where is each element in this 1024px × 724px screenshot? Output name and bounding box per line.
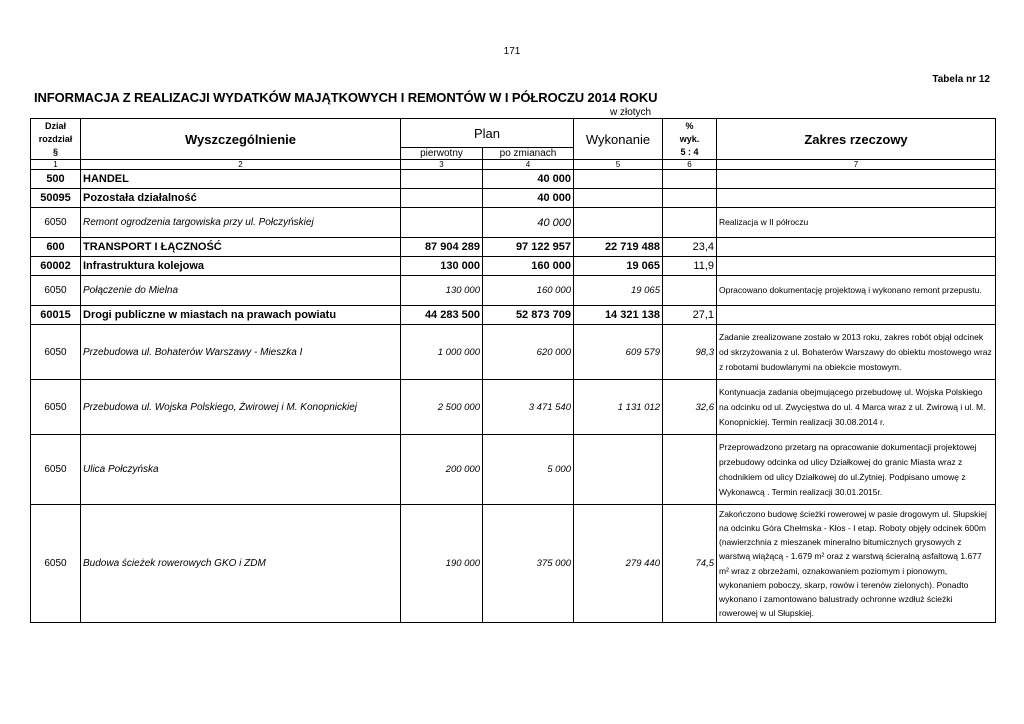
col-number: 1: [31, 160, 81, 170]
row-plan-initial: 2 500 000: [401, 380, 483, 435]
header-zakres: Zakres rzeczowy: [717, 119, 996, 160]
row-code: 6050: [31, 505, 81, 623]
row-desc: [717, 257, 996, 276]
row-execution: [574, 208, 663, 238]
row-name: Przebudowa ul. Bohaterów Warszawy - Mieszka I: [81, 325, 401, 380]
unit-label: w złotych: [610, 107, 652, 118]
row-desc: Zadanie zrealizowane zostało w 2013 roku, zakres robót objął odcinek od skrzyżowania z ul. Bohaterów Warszawy do obiektu mostowego wraz z robotami budowlanymi na obiekcie mostowym.: [717, 325, 996, 380]
row-execution: 1 131 012: [574, 380, 663, 435]
row-code: 60015: [31, 306, 81, 325]
row-pct: 11,9: [663, 257, 717, 276]
row-code: 6050: [31, 208, 81, 238]
row-plan-changed: 160 000: [483, 257, 574, 276]
table-row: [31, 208, 996, 238]
page-number: 171: [503, 46, 521, 57]
col-number: 5: [574, 160, 663, 170]
row-execution: 14 321 138: [574, 306, 663, 325]
row-plan-initial: 130 000: [401, 257, 483, 276]
expenditure-table: [30, 118, 996, 623]
row-plan-changed: 40 000: [483, 189, 574, 208]
row-pct: 23,4: [663, 238, 717, 257]
row-execution: 19 065: [574, 276, 663, 306]
row-code: 60002: [31, 257, 81, 276]
table-row: [31, 238, 996, 257]
col-number: 3: [401, 160, 483, 170]
row-code: 500: [31, 170, 81, 189]
row-execution: [574, 435, 663, 505]
row-name: Pozostała działalność: [81, 189, 401, 208]
row-name: Przebudowa ul. Wojska Polskiego, Żwirowej i M. Konopnickiej: [81, 380, 401, 435]
table-row: [31, 505, 996, 623]
row-plan-initial: [401, 208, 483, 238]
row-pct: [663, 208, 717, 238]
row-plan-changed: 3 471 540: [483, 380, 574, 435]
row-pct: 32,6: [663, 380, 717, 435]
row-pct: 98,3: [663, 325, 717, 380]
row-execution: 19 065: [574, 257, 663, 276]
row-code: 6050: [31, 435, 81, 505]
row-name: Drogi publiczne w miastach na prawach powiatu: [81, 306, 401, 325]
table-row: [31, 435, 996, 505]
row-execution: 22 719 488: [574, 238, 663, 257]
table-row: [31, 257, 996, 276]
row-execution: 609 579: [574, 325, 663, 380]
col-number: 4: [483, 160, 574, 170]
table-row: [31, 380, 996, 435]
row-name: Budowa ścieżek rowerowych GKO i ZDM: [81, 505, 401, 623]
row-desc: [717, 170, 996, 189]
row-code: 6050: [31, 325, 81, 380]
row-pct: 74,5: [663, 505, 717, 623]
row-plan-changed: 5 000: [483, 435, 574, 505]
row-code: 600: [31, 238, 81, 257]
row-plan-changed: 40 000: [483, 208, 574, 238]
header-wyszczegolnienie: Wyszczególnienie: [81, 119, 401, 160]
header-dzial: Dział rozdział §: [31, 119, 81, 160]
row-plan-initial: 130 000: [401, 276, 483, 306]
row-name: Infrastruktura kolejowa: [81, 257, 401, 276]
row-pct: [663, 170, 717, 189]
table-row: [31, 276, 996, 306]
table-row: [31, 170, 996, 189]
header-plan: Plan: [401, 119, 574, 148]
row-desc: Przeprowadzono przetarg na opracowanie dokumentacji projektowej przebudowy odcinka od ulicy Działkowej do granic Miasta wraz z chodnikiem od ulicy Działkowej do ul.Żytniej. Podpisano umowę z Wykonawcą . Termin realizacji 30.01.2015r.: [717, 435, 996, 505]
row-desc: [717, 238, 996, 257]
row-desc: [717, 189, 996, 208]
row-desc: Zakończono budowę ścieżki rowerowej w pasie drogowym ul. Słupskiej na odcinku Góra Chełmska - Kłos - I etap. Roboty objęły odcinek 600m (nawierzchnia z mieszanek mineralno bitumicznych grysowych z warstwą wiążącą - 1.679 m² oraz z warstwą ścieralną asfaltową 1.677 m² wraz z obrzeżami, oznakowaniem poziomym i pionowym, wykonaniem poboczy, skarp, rowów i terenów zielonych). Ponadto wykonano i zamontowano balustrady ochronne wzdłuż ścieżki rowerowej w ul Słupskiej.: [717, 505, 996, 623]
row-plan-changed: 97 122 957: [483, 238, 574, 257]
header-pct: % wyk. 5 : 4: [663, 119, 717, 160]
row-code: 6050: [31, 380, 81, 435]
row-name: Remont ogrodzenia targowiska przy ul. Połczyńskiej: [81, 208, 401, 238]
header-po-zmianach: po zmianach: [483, 148, 574, 160]
table-label: Tabela nr 12: [932, 74, 990, 85]
col-number: 6: [663, 160, 717, 170]
row-plan-changed: 375 000: [483, 505, 574, 623]
document-title: INFORMACJA Z REALIZACJI WYDATKÓW MAJĄTKOWYCH I REMONTÓW W I PÓŁROCZU 2014 ROKU: [34, 90, 658, 105]
row-pct: [663, 276, 717, 306]
row-plan-changed: 40 000: [483, 170, 574, 189]
table-row: [31, 189, 996, 208]
row-desc: Opracowano dokumentację projektową i wykonano remont przepustu.: [717, 276, 996, 306]
row-execution: [574, 170, 663, 189]
row-code: 6050: [31, 276, 81, 306]
row-execution: 279 440: [574, 505, 663, 623]
row-name: Połączenie do Mielna: [81, 276, 401, 306]
row-plan-initial: 87 904 289: [401, 238, 483, 257]
row-pct: 27,1: [663, 306, 717, 325]
table-row: [31, 306, 996, 325]
row-name: TRANSPORT I ŁĄCZNOŚĆ: [81, 238, 401, 257]
row-desc: [717, 306, 996, 325]
col-number: 2: [81, 160, 401, 170]
header-wykonanie: Wykonanie: [574, 119, 663, 160]
row-plan-initial: 190 000: [401, 505, 483, 623]
row-pct: [663, 435, 717, 505]
row-code: 50095: [31, 189, 81, 208]
header-pierwotny: pierwotny: [401, 148, 483, 160]
row-plan-changed: 160 000: [483, 276, 574, 306]
row-plan-initial: 1 000 000: [401, 325, 483, 380]
row-execution: [574, 189, 663, 208]
row-plan-changed: 52 873 709: [483, 306, 574, 325]
row-plan-initial: 200 000: [401, 435, 483, 505]
row-name: Ulica Połczyńska: [81, 435, 401, 505]
row-plan-initial: 44 283 500: [401, 306, 483, 325]
row-plan-changed: 620 000: [483, 325, 574, 380]
row-desc: Realizacja w II półroczu: [717, 208, 996, 238]
row-plan-initial: [401, 170, 483, 189]
row-pct: [663, 189, 717, 208]
row-desc: Kontynuacja zadania obejmującego przebudowę ul. Wojska Polskiego na odcinku od ul. Zwycięstwa do ul. 4 Marca wraz z ul. Żwirową i ul. M. Konopnickiej. Termin realizacji 30.08.2014 r.: [717, 380, 996, 435]
table-row: [31, 325, 996, 380]
row-name: HANDEL: [81, 170, 401, 189]
row-plan-initial: [401, 189, 483, 208]
col-number: 7: [717, 160, 996, 170]
